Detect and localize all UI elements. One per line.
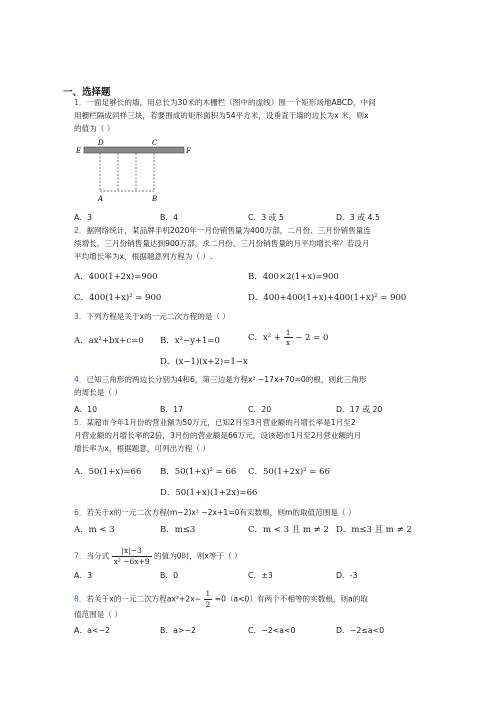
q7-option-c[interactable]: C．±3 (248, 571, 273, 580)
q2-option-b[interactable]: B．400×2(1+x)=900 (248, 272, 339, 282)
q5-option-d[interactable]: D．50(1+x)(1+2x)=66 (160, 488, 258, 498)
q3-text-1: 下列方程是关于x的一元二次方程的是（ ） (86, 312, 231, 321)
q8-number: 8． (74, 594, 87, 604)
q3-frac-den: x (286, 338, 291, 347)
q3-option-c-fraction (284, 328, 293, 347)
q6-option-a[interactable]: A．m < 3 (74, 525, 115, 535)
wall (84, 147, 184, 153)
q1-line-3: 的值为（ ） (74, 124, 115, 133)
label-B: B (152, 195, 158, 203)
q6-option-d[interactable]: D．m≤3 且 m ≠ 2 (336, 525, 412, 535)
q7-option-b[interactable]: B．0 (160, 571, 179, 580)
q2-line-2: 续增长，三月份销售量达到900万部，求二月份、三月份销售量的月平均增长率？若设月 (74, 239, 370, 248)
q1-number: 1． (74, 98, 87, 107)
q1-line-2: 用栅栏隔成同样三块，若要围成的矩形面积为54平方米，设垂直于墙的边长为x 米，则x (74, 111, 369, 120)
q8-line-2: 值范围是（ ） (74, 610, 122, 619)
q8-frac-den: 2 (205, 600, 211, 609)
q1-line-1 (74, 98, 376, 108)
q6-number: 6． (74, 508, 87, 517)
section-title: 一、选择题 (63, 87, 111, 98)
q7-frac-num: |x|−3 (112, 546, 152, 557)
label-E: E (76, 147, 82, 155)
q7-frac-den: x² −6x+9 (113, 557, 150, 566)
q8-option-c[interactable]: C．−2<a<0 (248, 626, 296, 635)
q5-line-3: 增长率为x，根据题意，可列出方程（ ） (74, 444, 210, 453)
label-D: D (98, 139, 104, 147)
q6-option-c[interactable]: C．m < 3 且 m ≠ 2 (248, 525, 329, 535)
q4-option-b[interactable]: B．17 (160, 405, 184, 414)
fence-diagram (74, 137, 194, 207)
q8-option-b[interactable]: B．a>−2 (160, 626, 196, 635)
q5-line-2: 月营业额的月增长率的2倍，3月份的营业额是66万元，设该超市1月至2月营业额的月 (74, 431, 362, 440)
q7-post: 的值为0时，则x等于（ ） (154, 551, 242, 561)
q2-line-1 (74, 226, 371, 236)
q4-text-1: 已知三角形的两边长分别为4和6，第三边是方程x² −17x+70=0的根，则此三角形 (86, 375, 367, 384)
q5-option-c[interactable]: C．50(1+2x)² = 66 (248, 467, 330, 477)
q2-option-c[interactable]: C．400(1+x)² = 900 (74, 293, 162, 303)
q6-text-1: 若关于x的一元二次方程(m−2)x² −2x+1=0有实数根，则m的取值范围是（ ） (86, 508, 356, 517)
label-C: C (152, 139, 158, 147)
q1-option-a[interactable]: A．3 (74, 213, 93, 222)
q2-option-a[interactable]: A．400(1+2x)=900 (74, 272, 158, 282)
label-A: A (98, 195, 104, 203)
q4-number: 4． (74, 375, 87, 384)
q1-option-c[interactable]: C．3 或 5 (248, 213, 284, 222)
q6-option-b[interactable]: B．m≤3 (160, 525, 196, 535)
q3-line-1 (74, 312, 230, 322)
q2-option-d[interactable]: D．400+400(1+x)+400(1+x)² = 900 (248, 293, 407, 303)
q4-option-a[interactable]: A．10 (74, 405, 98, 414)
q1-option-b[interactable]: B．4 (160, 213, 179, 222)
q5-text-1: 某超市今年1月份的营业额为50万元，已知2月至3月营业额的月增长率是1月至2 (86, 418, 356, 427)
q3-option-c-pre: C．x² + (248, 333, 282, 343)
q8-line-1 (74, 589, 368, 610)
q4-line-2: 的周长是（ ） (74, 388, 122, 397)
q2-text-1: 据网络统计，某品牌手机2020年一月份销售量为400万部，二月份、三月份销售量连 (86, 226, 371, 235)
q7-option-d[interactable]: D．-3 (336, 571, 358, 580)
q5-option-a[interactable]: A．50(1+x)=66 (74, 467, 142, 477)
q5-number: 5． (74, 418, 87, 427)
q7-pre: 当分式 (86, 551, 110, 561)
q8-fraction (204, 589, 213, 610)
q7-fraction (112, 546, 152, 567)
q3-option-a[interactable]: A．ax²+bx+c=0 (74, 336, 144, 346)
q8-frac-num: 1 (205, 589, 211, 598)
q4-option-d[interactable]: D．17 或 20 (336, 405, 383, 414)
q1-option-d[interactable]: D．3 或 4.5 (336, 213, 380, 222)
q5-line-1 (74, 418, 356, 428)
q7-line-1 (74, 546, 242, 567)
q5-option-b[interactable]: B．50(1+x)² = 66 (160, 467, 237, 477)
q1-text-1: 一面足够长的墙，用总长为30米的木栅栏（图中的虚线）围一个矩形场地ABCD，中间 (86, 98, 376, 107)
q7-option-a[interactable]: A．3 (74, 571, 93, 580)
q3-frac-num: 1 (285, 328, 291, 337)
q8-option-d[interactable]: D．−2≤a<0 (336, 626, 385, 635)
q6-line-1 (74, 508, 356, 518)
q4-option-c[interactable]: C．20 (248, 405, 272, 414)
q3-option-d[interactable]: D．(x−1)(x+2)=1−x (160, 357, 248, 367)
q3-number: 3． (74, 312, 87, 321)
q8-option-a[interactable]: A．a<−2 (74, 626, 110, 635)
q2-number: 2． (74, 226, 87, 235)
q8-post: =0（a<0）有两个不相等的实数根，则a的取 (214, 594, 368, 604)
q2-line-3: 平均增长率为x，根据题意列方程为（ ）. (74, 252, 213, 261)
label-F: F (186, 147, 191, 155)
q8-pre: 若关于x的一元二次方程ax²+2x− (86, 594, 202, 604)
q3-option-b[interactable]: B．x²−y+1=0 (160, 336, 220, 346)
q4-line-1 (74, 375, 366, 385)
q7-number: 7． (74, 551, 87, 561)
q3-option-c-post: − 2 = 0 (295, 333, 329, 343)
q3-option-c[interactable] (248, 328, 328, 347)
